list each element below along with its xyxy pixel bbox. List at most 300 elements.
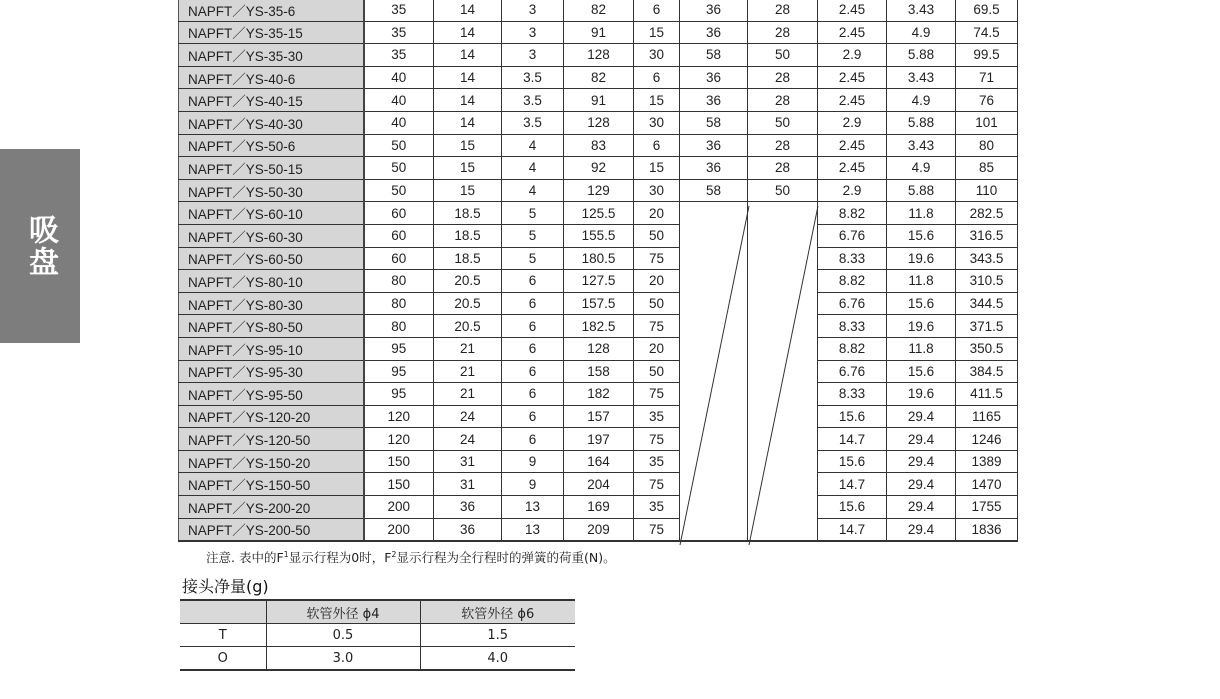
table-cell: 21 xyxy=(434,383,502,406)
table-cell xyxy=(748,383,818,406)
side-tab-label: 吸盘 xyxy=(23,214,58,278)
table-cell: 3.5 xyxy=(502,66,564,89)
table-cell: 13 xyxy=(502,496,564,519)
table-cell: 50 xyxy=(748,179,818,202)
model-cell: NAPFT／YS-120-50 xyxy=(179,428,364,451)
table-cell: 36 xyxy=(680,134,748,157)
table-cell: 50 xyxy=(634,292,680,315)
table-cell: 35 xyxy=(634,405,680,428)
model-cell: NAPFT／YS-50-6 xyxy=(179,134,364,157)
table-cell: 4.9 xyxy=(887,21,956,44)
table-cell xyxy=(748,473,818,496)
table-cell: 8.33 xyxy=(818,315,887,338)
table-cell: 4.9 xyxy=(887,89,956,112)
table-row xyxy=(180,647,575,671)
table-cell xyxy=(748,428,818,451)
table-cell: T xyxy=(180,624,266,647)
table-cell: 35 xyxy=(634,450,680,473)
table-cell: 95 xyxy=(364,360,434,383)
table-row xyxy=(180,624,575,647)
table-cell: 350.5 xyxy=(956,337,1018,360)
table-cell: 2.9 xyxy=(818,44,887,67)
table-cell: 71 xyxy=(956,66,1018,89)
table-cell: 8.33 xyxy=(818,247,887,270)
table-cell: 8.33 xyxy=(818,383,887,406)
table-cell: 4.0 xyxy=(420,647,575,671)
table-cell: 20 xyxy=(634,202,680,225)
table-cell: 15 xyxy=(434,179,502,202)
model-cell: NAPFT／YS-50-30 xyxy=(179,179,364,202)
table-cell: 80 xyxy=(364,315,434,338)
table-cell: 3.5 xyxy=(502,111,564,134)
table-cell: 50 xyxy=(364,134,434,157)
table-cell: 83 xyxy=(564,134,634,157)
table-row xyxy=(179,270,1018,293)
table-cell: 74.5 xyxy=(956,21,1018,44)
model-cell: NAPFT／YS-150-20 xyxy=(179,450,364,473)
header-cell xyxy=(180,600,266,624)
table-row xyxy=(179,315,1018,338)
table-cell: 28 xyxy=(748,66,818,89)
table-cell: 158 xyxy=(564,360,634,383)
table-cell: 197 xyxy=(564,428,634,451)
table-cell: 2.45 xyxy=(818,157,887,180)
table-cell: 31 xyxy=(434,473,502,496)
table-row xyxy=(179,450,1018,473)
table-cell: 28 xyxy=(748,21,818,44)
table-cell: 5 xyxy=(502,247,564,270)
table-cell: 11.8 xyxy=(887,337,956,360)
table-cell xyxy=(680,428,748,451)
table-cell: 6 xyxy=(634,134,680,157)
table-cell xyxy=(680,270,748,293)
table-cell: 58 xyxy=(680,44,748,67)
table-cell: 20 xyxy=(634,270,680,293)
table-cell: 2.45 xyxy=(818,0,887,21)
model-cell: NAPFT／YS-120-20 xyxy=(179,405,364,428)
table-cell: 2.9 xyxy=(818,179,887,202)
table-row xyxy=(179,405,1018,428)
table-cell xyxy=(748,224,818,247)
model-cell: NAPFT／YS-60-10 xyxy=(179,202,364,225)
table-cell: 128 xyxy=(564,44,634,67)
table-cell: 40 xyxy=(364,66,434,89)
table-cell: 1.5 xyxy=(420,624,575,647)
table-cell: 21 xyxy=(434,337,502,360)
table-cell: 8.82 xyxy=(818,202,887,225)
table-row xyxy=(179,44,1018,67)
table-cell: 21 xyxy=(434,360,502,383)
table-cell: 14 xyxy=(434,0,502,21)
table-cell: 11.8 xyxy=(887,270,956,293)
table-cell: 50 xyxy=(748,111,818,134)
model-cell: NAPFT／YS-200-20 xyxy=(179,496,364,519)
table-cell: 30 xyxy=(634,44,680,67)
table-cell: 3.43 xyxy=(887,0,956,21)
model-cell: NAPFT／YS-60-50 xyxy=(179,247,364,270)
table-cell: 15.6 xyxy=(887,360,956,383)
table-cell: 50 xyxy=(364,179,434,202)
table-cell: 6.76 xyxy=(818,224,887,247)
table-cell: 35 xyxy=(364,44,434,67)
table-cell: 157 xyxy=(564,405,634,428)
table-cell: 30 xyxy=(634,111,680,134)
table-cell: 82 xyxy=(564,0,634,21)
table-cell: 6.76 xyxy=(818,292,887,315)
table-cell: 5.88 xyxy=(887,179,956,202)
table-row xyxy=(179,89,1018,112)
table-cell: 0.5 xyxy=(266,624,420,647)
table-cell xyxy=(680,202,748,225)
table-row xyxy=(179,496,1018,519)
table-cell xyxy=(748,450,818,473)
model-cell: NAPFT／YS-80-30 xyxy=(179,292,364,315)
model-cell: NAPFT／YS-150-50 xyxy=(179,473,364,496)
table-row xyxy=(179,0,1018,21)
table-cell: 6 xyxy=(502,292,564,315)
table-cell: 15 xyxy=(434,157,502,180)
table-cell xyxy=(680,450,748,473)
table-cell: 13 xyxy=(502,518,564,541)
spec-table xyxy=(178,0,1018,542)
table-cell: 99.5 xyxy=(956,44,1018,67)
table-cell: 80 xyxy=(364,292,434,315)
table-cell: 1246 xyxy=(956,428,1018,451)
table-row xyxy=(179,337,1018,360)
table-cell: 209 xyxy=(564,518,634,541)
table-cell xyxy=(748,292,818,315)
table-cell: 19.6 xyxy=(887,315,956,338)
table-cell: 1470 xyxy=(956,473,1018,496)
table-cell xyxy=(680,496,748,519)
table-cell: 75 xyxy=(634,315,680,338)
table-cell: 180.5 xyxy=(564,247,634,270)
model-cell: NAPFT／YS-35-30 xyxy=(179,44,364,67)
table-cell xyxy=(680,224,748,247)
model-cell: NAPFT／YS-60-30 xyxy=(179,224,364,247)
table-cell: 75 xyxy=(634,383,680,406)
table-cell: 58 xyxy=(680,179,748,202)
table-cell: 29.4 xyxy=(887,473,956,496)
table-cell xyxy=(748,202,818,225)
table-cell: 36 xyxy=(680,89,748,112)
side-tab xyxy=(0,149,80,343)
table-row xyxy=(179,21,1018,44)
table-cell: 1389 xyxy=(956,450,1018,473)
table-cell: 28 xyxy=(748,89,818,112)
table-row xyxy=(179,179,1018,202)
table-cell xyxy=(680,315,748,338)
table-cell: 40 xyxy=(364,89,434,112)
table-cell: 6 xyxy=(502,428,564,451)
table-row xyxy=(179,428,1018,451)
table-cell: 3.0 xyxy=(266,647,420,671)
table-cell: 2.45 xyxy=(818,89,887,112)
table-cell: 15 xyxy=(634,21,680,44)
table-cell: 15.6 xyxy=(818,450,887,473)
model-cell: NAPFT／YS-200-50 xyxy=(179,518,364,541)
table-cell: 200 xyxy=(364,496,434,519)
table-row xyxy=(179,134,1018,157)
table-cell: 18.5 xyxy=(434,247,502,270)
table-cell: 19.6 xyxy=(887,247,956,270)
table-cell: 14.7 xyxy=(818,518,887,541)
table-cell: 2.9 xyxy=(818,111,887,134)
table-cell: 15.6 xyxy=(818,405,887,428)
table-cell: 31 xyxy=(434,450,502,473)
table-cell: 36 xyxy=(680,66,748,89)
table-cell: 35 xyxy=(364,21,434,44)
model-cell: NAPFT／YS-40-6 xyxy=(179,66,364,89)
table-cell: 128 xyxy=(564,337,634,360)
table-cell: O xyxy=(180,647,266,671)
table-cell: 2.45 xyxy=(818,21,887,44)
table-cell: 164 xyxy=(564,450,634,473)
table-cell: 14.7 xyxy=(818,473,887,496)
table-cell: 6 xyxy=(502,383,564,406)
table-cell: 4 xyxy=(502,134,564,157)
table-cell: 29.4 xyxy=(887,518,956,541)
table-cell: 411.5 xyxy=(956,383,1018,406)
table-cell: 150 xyxy=(364,473,434,496)
table-cell: 58 xyxy=(680,111,748,134)
table-cell: 6 xyxy=(502,270,564,293)
table-row xyxy=(179,360,1018,383)
table-cell: 200 xyxy=(364,518,434,541)
table-cell: 182.5 xyxy=(564,315,634,338)
table-cell: 15.6 xyxy=(887,224,956,247)
table-cell: 6 xyxy=(502,337,564,360)
table-cell: 6 xyxy=(634,0,680,21)
table-cell: 1165 xyxy=(956,405,1018,428)
table-cell: 15 xyxy=(634,89,680,112)
model-cell: NAPFT／YS-95-10 xyxy=(179,337,364,360)
table-cell: 14 xyxy=(434,44,502,67)
table-cell: 15.6 xyxy=(818,496,887,519)
table-cell xyxy=(680,292,748,315)
table-cell: 310.5 xyxy=(956,270,1018,293)
table-row xyxy=(179,247,1018,270)
model-cell: NAPFT／YS-80-50 xyxy=(179,315,364,338)
table-row xyxy=(179,473,1018,496)
table-cell: 157.5 xyxy=(564,292,634,315)
model-cell: NAPFT／YS-50-15 xyxy=(179,157,364,180)
table-cell: 5.88 xyxy=(887,44,956,67)
fitting-weight-title: 接头净量(g) xyxy=(182,577,269,596)
table-cell: 95 xyxy=(364,383,434,406)
table-cell: 316.5 xyxy=(956,224,1018,247)
table-cell xyxy=(680,405,748,428)
table-cell: 14 xyxy=(434,111,502,134)
table-cell: 28 xyxy=(748,0,818,21)
table-cell: 82 xyxy=(564,66,634,89)
table-cell: 14 xyxy=(434,66,502,89)
table-cell: 30 xyxy=(634,179,680,202)
table-cell: 6 xyxy=(634,66,680,89)
table-cell: 344.5 xyxy=(956,292,1018,315)
table-row xyxy=(179,224,1018,247)
table-cell: 20 xyxy=(634,337,680,360)
table-cell: 8.82 xyxy=(818,270,887,293)
model-cell: NAPFT／YS-40-30 xyxy=(179,111,364,134)
header-cell: 软管外径 ϕ6 xyxy=(420,600,575,624)
table-cell: 9 xyxy=(502,450,564,473)
table-cell: 11.8 xyxy=(887,202,956,225)
table-cell: 5 xyxy=(502,202,564,225)
table-cell: 35 xyxy=(364,0,434,21)
table-cell: 24 xyxy=(434,405,502,428)
table-cell: 36 xyxy=(434,518,502,541)
table-cell: 29.4 xyxy=(887,405,956,428)
table-row xyxy=(179,111,1018,134)
table-cell xyxy=(748,496,818,519)
table-cell: 128 xyxy=(564,111,634,134)
table-cell: 4 xyxy=(502,179,564,202)
table-cell: 15 xyxy=(634,157,680,180)
table-cell xyxy=(748,405,818,428)
table-cell: 129 xyxy=(564,179,634,202)
table-cell: 5 xyxy=(502,224,564,247)
table-cell: 384.5 xyxy=(956,360,1018,383)
model-cell: NAPFT／YS-35-6 xyxy=(179,0,364,21)
table-cell: 92 xyxy=(564,157,634,180)
table-row xyxy=(179,157,1018,180)
table-cell xyxy=(748,337,818,360)
table-cell: 3.5 xyxy=(502,89,564,112)
table-cell: 28 xyxy=(748,157,818,180)
table-row xyxy=(179,383,1018,406)
table-cell: 95 xyxy=(364,337,434,360)
table-cell: 69.5 xyxy=(956,0,1018,21)
table-cell: 2.45 xyxy=(818,134,887,157)
table-cell: 3.43 xyxy=(887,66,956,89)
table-cell: 36 xyxy=(680,0,748,21)
table-cell: 29.4 xyxy=(887,428,956,451)
table-cell: 6 xyxy=(502,405,564,428)
model-cell: NAPFT／YS-40-15 xyxy=(179,89,364,112)
table-row xyxy=(179,518,1018,541)
table-cell: 50 xyxy=(364,157,434,180)
table-cell: 120 xyxy=(364,405,434,428)
table-cell: 1755 xyxy=(956,496,1018,519)
table-cell: 15.6 xyxy=(887,292,956,315)
table-cell xyxy=(680,360,748,383)
table-cell xyxy=(680,473,748,496)
table-cell: 204 xyxy=(564,473,634,496)
table-cell: 2.45 xyxy=(818,66,887,89)
table-cell: 18.5 xyxy=(434,202,502,225)
header-cell: 软管外径 ϕ4 xyxy=(266,600,420,624)
table-cell: 36 xyxy=(680,21,748,44)
table-cell: 20.5 xyxy=(434,315,502,338)
table-cell xyxy=(680,518,748,541)
table-cell: 110 xyxy=(956,179,1018,202)
table-cell: 343.5 xyxy=(956,247,1018,270)
table-cell: 9 xyxy=(502,473,564,496)
table-cell: 182 xyxy=(564,383,634,406)
table-cell: 169 xyxy=(564,496,634,519)
table-cell: 3 xyxy=(502,0,564,21)
table-cell: 75 xyxy=(634,518,680,541)
table-cell: 20.5 xyxy=(434,270,502,293)
model-cell: NAPFT／YS-95-30 xyxy=(179,360,364,383)
table-cell: 36 xyxy=(434,496,502,519)
table-cell: 60 xyxy=(364,224,434,247)
table-cell: 4.9 xyxy=(887,157,956,180)
table-cell: 14 xyxy=(434,89,502,112)
table-cell: 127.5 xyxy=(564,270,634,293)
table-cell: 75 xyxy=(634,428,680,451)
table-cell: 80 xyxy=(364,270,434,293)
table-cell: 14 xyxy=(434,21,502,44)
table-cell: 6.76 xyxy=(818,360,887,383)
table-cell: 8.82 xyxy=(818,337,887,360)
table-cell: 75 xyxy=(634,473,680,496)
table-cell xyxy=(748,518,818,541)
table-cell: 50 xyxy=(748,44,818,67)
table-cell xyxy=(748,270,818,293)
table-cell: 101 xyxy=(956,111,1018,134)
table-cell: 29.4 xyxy=(887,496,956,519)
table-cell xyxy=(680,337,748,360)
table-note: 注意. 表中的$F^1$显示行程为0时，$F^2$显示行程为全行程时的弹簧的荷重(N)。 xyxy=(206,549,616,565)
table-row xyxy=(179,66,1018,89)
table-cell: 60 xyxy=(364,202,434,225)
table-cell: 371.5 xyxy=(956,315,1018,338)
table-cell: 14.7 xyxy=(818,428,887,451)
table-cell: 6 xyxy=(502,315,564,338)
table-cell xyxy=(680,383,748,406)
table-cell: 3.43 xyxy=(887,134,956,157)
table-cell: 28 xyxy=(748,134,818,157)
table-cell: 282.5 xyxy=(956,202,1018,225)
table-cell: 15 xyxy=(434,134,502,157)
table-cell: 60 xyxy=(364,247,434,270)
table-cell: 40 xyxy=(364,111,434,134)
table-cell xyxy=(748,360,818,383)
table-row xyxy=(179,292,1018,315)
table-cell: 5.88 xyxy=(887,111,956,134)
table-cell xyxy=(680,247,748,270)
table-cell: 19.6 xyxy=(887,383,956,406)
table-cell: 50 xyxy=(634,224,680,247)
table-cell: 36 xyxy=(680,157,748,180)
table-cell: 6 xyxy=(502,360,564,383)
model-cell: NAPFT／YS-80-10 xyxy=(179,270,364,293)
table-cell: 75 xyxy=(634,247,680,270)
table-cell: 125.5 xyxy=(564,202,634,225)
table-row xyxy=(179,202,1018,225)
table-cell: 76 xyxy=(956,89,1018,112)
table-cell: 80 xyxy=(956,134,1018,157)
model-cell: NAPFT／YS-95-50 xyxy=(179,383,364,406)
table-cell: 4 xyxy=(502,157,564,180)
table-cell: 3 xyxy=(502,44,564,67)
table-cell: 120 xyxy=(364,428,434,451)
table-cell: 29.4 xyxy=(887,450,956,473)
table-cell: 1836 xyxy=(956,518,1018,541)
table-cell: 85 xyxy=(956,157,1018,180)
model-cell: NAPFT／YS-35-15 xyxy=(179,21,364,44)
table-cell xyxy=(748,247,818,270)
table-cell: 91 xyxy=(564,89,634,112)
table-cell: 91 xyxy=(564,21,634,44)
table-cell: 18.5 xyxy=(434,224,502,247)
table-cell: 50 xyxy=(634,360,680,383)
table-cell: 155.5 xyxy=(564,224,634,247)
table-cell: 35 xyxy=(634,496,680,519)
table-cell: 3 xyxy=(502,21,564,44)
